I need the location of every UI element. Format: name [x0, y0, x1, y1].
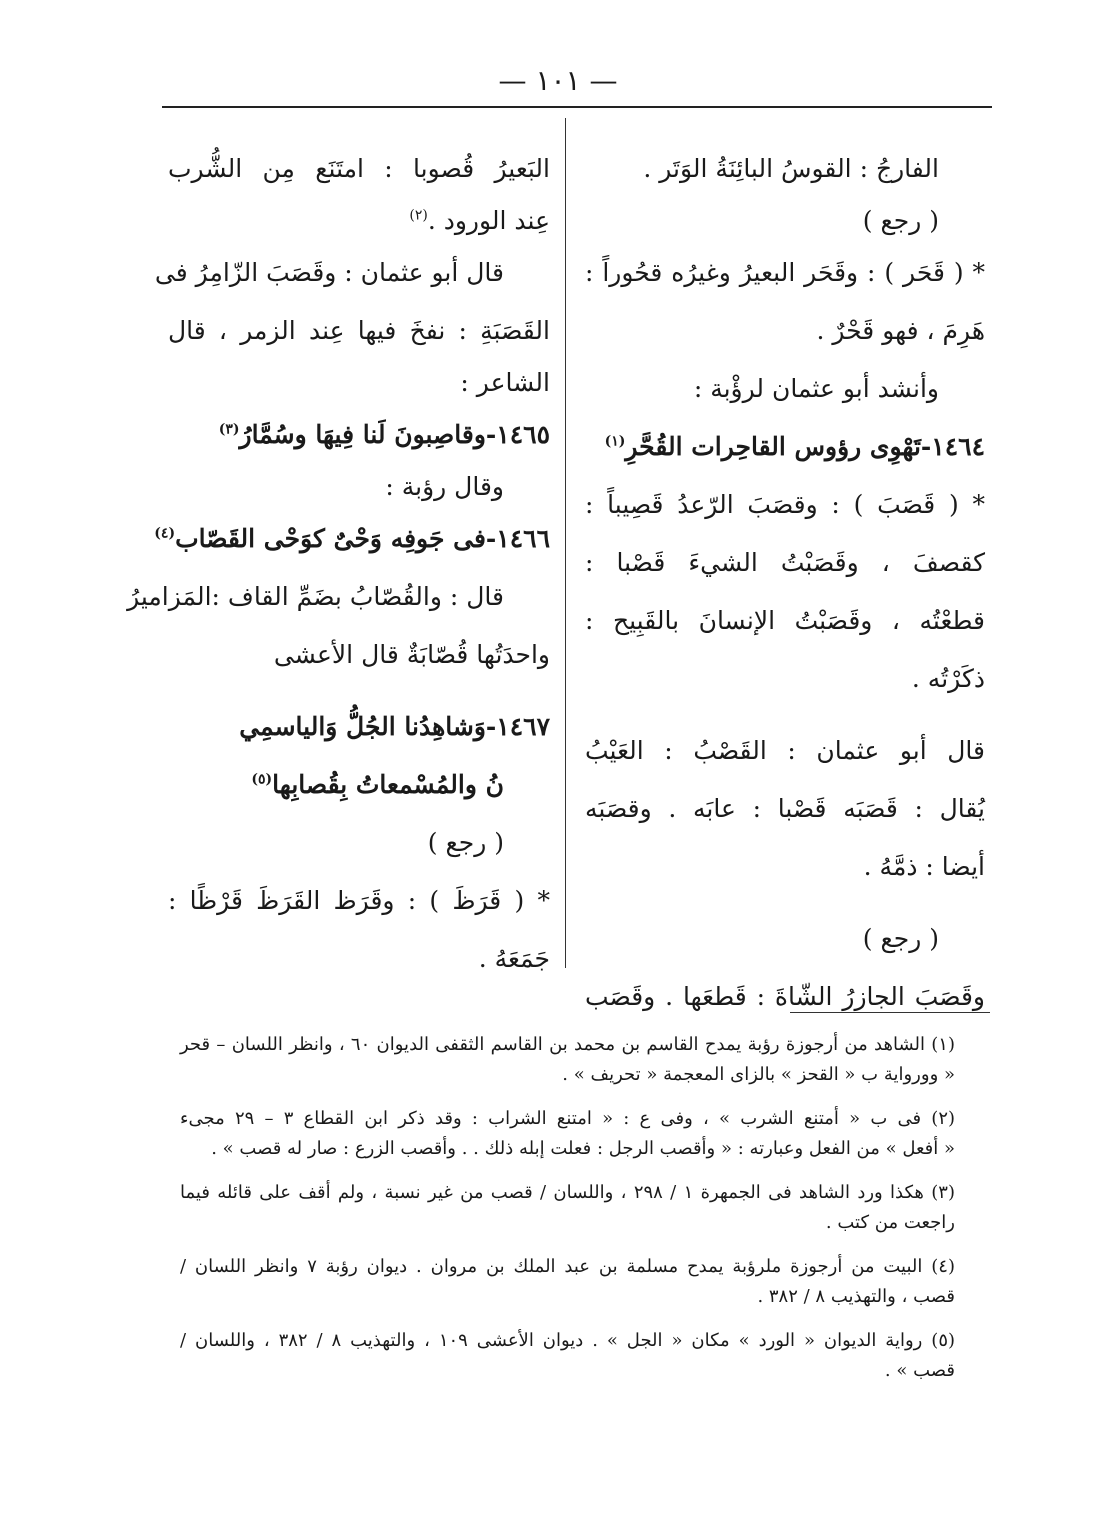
verse-text: ١٤٦٤-تَهْوِى رؤوس القاحِرات القُحَّرِ	[625, 432, 985, 461]
line-text: عِند الورود .	[427, 206, 550, 235]
text-line: * ( قَحَر ) : وقَحَر البعيرُ وغيرُه قحُوراً :	[585, 258, 985, 287]
header-rule	[162, 106, 992, 108]
page-number: — ١٠١ —	[498, 64, 618, 97]
verse-line: ١٤٦٧-وَشاهِدُنا الجُلُّ وَالياسمِي	[239, 712, 550, 741]
text-line: هَرِمَ ، فهو قَحْرٌ .	[816, 316, 985, 345]
footnote	[180, 1326, 955, 1386]
footnote-marker: (٣)	[218, 421, 240, 438]
footnote	[180, 1104, 955, 1164]
footnote-line: (٥) رواية الديوان « الورد » مكان « الجل » . ديوان الأعشى ١٠٩ ، والتهذيب ٨ / ٣٨٢ ، واللسان /	[180, 1330, 956, 1351]
text-line: الفارجُ : القوسُ البائِنَةُ الوَتَر .	[643, 154, 939, 183]
paragraph-gap	[168, 684, 550, 698]
footnote-line: « أفعل » من الفعل وعبارته : « وأقصب الرجل : فعلت إبله ذلك . . وأقصب الزرع : صار له قصب » .	[211, 1138, 955, 1159]
column-divider	[565, 118, 566, 968]
verse-line	[168, 756, 550, 814]
text-line: القَصَبَةِ : نفخَ فيها عِند الزمر ، قال	[168, 316, 550, 345]
footnote-line: (٢) فى ب « أمتنع الشرب » ، وفى ع : « امتنع الشراب : وقد ذكر ابن القطاع ٣ – ٢٩ مجىء	[180, 1108, 956, 1129]
verse-line	[585, 418, 985, 476]
footnote	[180, 1178, 955, 1238]
text-line: وقَصَبَ الجازرُ الشّاةَ : قَطعَها . وقَصَب	[585, 982, 985, 1011]
text-line: * ( قَصَبَ ) : وقصَبَ الرّعدُ قَصِيباً :	[585, 490, 985, 519]
footnote-rule	[790, 1012, 990, 1013]
text-line: واحدَتُها قُصّابَةٌ قال الأعشى	[273, 640, 550, 669]
footnote-line: قصب ، والتهذيب ٨ / ٣٨٢ .	[757, 1286, 955, 1307]
footnotes	[180, 1030, 955, 1400]
footnote	[180, 1030, 955, 1090]
footnote-marker: (١)	[604, 433, 626, 450]
text-line: قال : والقُصّابُ بضَمِّ القاف :المَزاميرُ	[127, 582, 504, 611]
verse-text: ١٤٦٦-فى جَوفِه وَحْىٌ كوَحْى القَصّاب	[175, 524, 550, 553]
paragraph-gap	[585, 896, 985, 910]
left-column	[127, 140, 550, 988]
verse-text: ١٤٦٥-وقاصِبونَ لَنا فِيهَا وسُمَّارُ	[239, 420, 550, 449]
text-line: البَعيرُ قُصوبا : امتَنَع مِن الشُّرب	[168, 154, 550, 183]
text-line: أيضا : ذمَّهُ .	[863, 852, 985, 881]
text-line	[168, 198, 550, 244]
footnote-line: (٤) البيت من أرجوزة ملرؤبة يمدح مسلمة بن عبد الملك بن مروان . ديوان رؤبة ٧ وانظر اللسان /	[180, 1256, 955, 1277]
text-line: * ( قَرَظَ ) : وقَرَظ القَرَظَ قَرْظًا :	[168, 886, 550, 915]
text-line: الشاعر :	[460, 368, 550, 397]
section-marker: ( رجع )	[862, 924, 939, 953]
verse-line	[154, 510, 550, 568]
footnote-marker: (٥)	[251, 771, 273, 788]
footnote	[180, 1252, 955, 1312]
footnote-line: « وورواية ب « القحز » بالزاى المعجمة « تحريف » .	[562, 1064, 955, 1085]
text-line: قال أبو عثمان : القَصْبُ : العَيْبُ	[585, 736, 985, 765]
paragraph-gap	[585, 708, 985, 722]
verse-line	[168, 406, 550, 464]
text-line: ذكَرْتُه .	[911, 664, 985, 693]
footnote-line: راجعت من كتب .	[825, 1212, 955, 1233]
section-marker: ( رجع )	[427, 828, 504, 857]
text-line: وقال رؤبة :	[385, 472, 504, 501]
footnote-line: (٣) هكذا ورد الشاهد فى الجمهرة ١ / ٢٩٨ ، واللسان / قصب من غير نسبة ، ولم أقف على قائله فيما	[180, 1182, 955, 1203]
footnote-line: (١) الشاهد من أرجوزة رؤبة يمدح القاسم بن محمد بن القاسم الثقفى الديوان ٦٠ ، وانظر اللسان – قحر	[180, 1034, 955, 1055]
footnote-line: قصب » .	[884, 1360, 955, 1381]
text-line: كقصفَ ، وقَصَبْتُ الشيءَ قَصْبا :	[585, 548, 985, 577]
text-line: وأنشد أبو عثمان لرؤْبة :	[693, 374, 939, 403]
text-line: قال أبو عثمان : وقَصَبَ الزّامِرُ فى	[154, 258, 504, 287]
section-marker: ( رجع )	[862, 206, 939, 235]
text-line: جَمَعَهُ .	[478, 944, 550, 973]
footnote-marker: (٢)	[409, 207, 428, 224]
right-column	[585, 140, 985, 1026]
verse-text: نُ والمُسْمعاتُ بِقُصابِها	[272, 770, 504, 799]
text-line: يُقال : قَصَبَه قَصْبا : عابَه . وقصَبَه	[585, 794, 985, 823]
footnote-marker: (٤)	[154, 525, 176, 542]
text-line: قطعْتُه ، وقَصَبْتُ الإنسانَ بالقَبِيح :	[585, 606, 985, 635]
